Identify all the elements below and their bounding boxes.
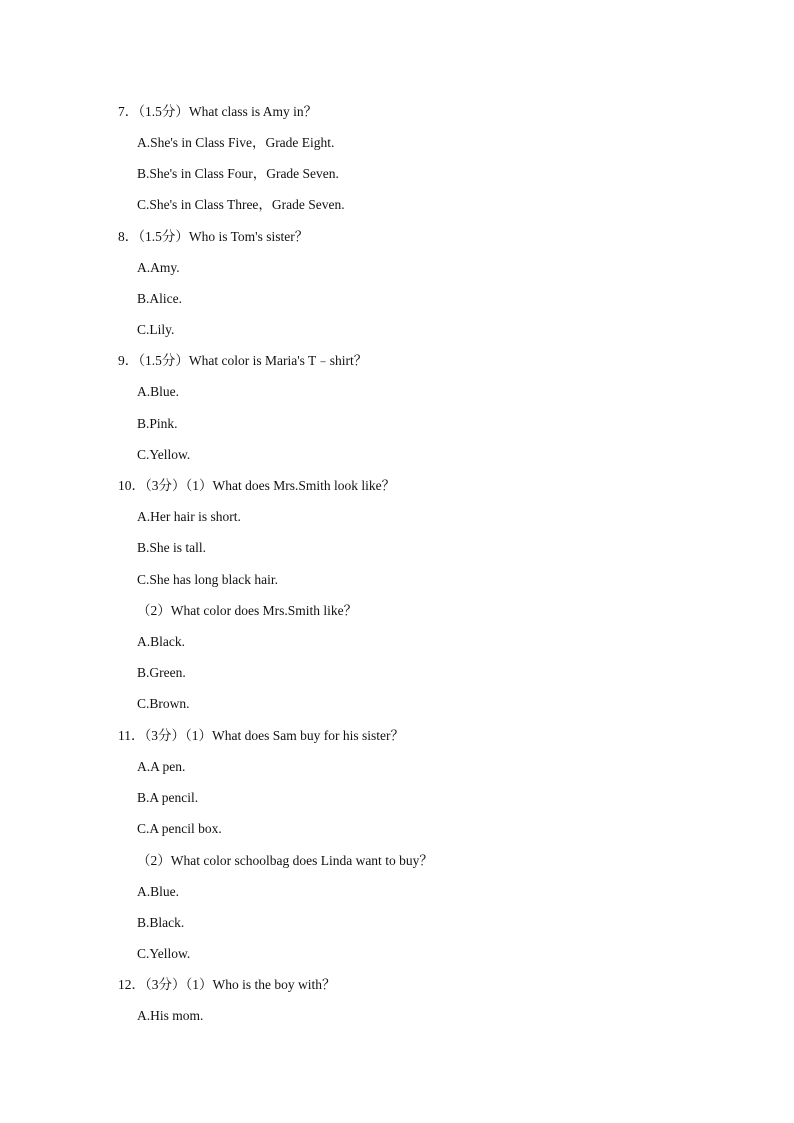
question-9 [118,352,367,370]
sub-question-label: （1） [185,728,212,743]
option-7b: B.She's in Class Four，Grade Seven. [137,166,339,181]
option-8b: B.Alice. [137,291,182,306]
option-11-1a: A.A pen. [137,759,186,774]
question-text: What color is Maria's T﹣shirt？ [188,353,368,368]
option-10-1a: A.Her hair is short. [137,509,241,524]
question-text: Who is Tom's sister？ [188,229,309,244]
question-7 [118,103,317,121]
question-points: （1.5分） [138,353,189,368]
sub-question-label: （2） [137,853,171,868]
question-number: 8． [118,229,139,244]
option-11-1b: B.A pencil. [137,790,199,805]
question-number: 11． [118,728,145,743]
option-7a: A.She's in Class Five，Grade Eight. [137,135,335,150]
option-11-2b: B.Black. [137,915,185,930]
question-number: 12． [118,977,145,992]
question-text: What does Mrs.Smith look like？ [212,478,396,493]
question-text: What color schoolbag does Linda want to buy？ [170,853,433,868]
option-8a: A.Amy. [137,260,180,275]
question-10 [118,477,395,495]
sub-question-label: （2） [137,603,171,618]
option-10-1b: B.She is tall. [137,540,207,555]
option-9a: A.Blue. [137,384,179,399]
question-points: （3分） [145,977,186,992]
question-text: What color does Mrs.Smith like？ [170,603,358,618]
option-10-2a: A.Black. [137,634,185,649]
sub-question-11-2 [137,852,433,870]
question-text: What does Sam buy for his sister？ [212,728,404,743]
question-points: （3分） [144,728,185,743]
question-number: 10． [118,478,145,493]
option-11-2a: A.Blue. [137,884,179,899]
question-11 [118,727,404,745]
option-12-1a: A.His mom. [137,1008,204,1023]
option-10-2c: C.Brown. [137,696,190,711]
option-10-1c: C.She has long black hair. [137,572,278,587]
sub-question-label: （1） [185,977,213,992]
question-points: （3分） [145,478,186,493]
option-11-2c: C.Yellow. [137,946,191,961]
sub-question-label: （1） [185,478,213,493]
question-points: （1.5分） [138,104,189,119]
question-text: What class is Amy in？ [188,104,318,119]
option-11-1c: C.A pencil box. [137,821,222,836]
option-10-2b: B.Green. [137,665,186,680]
question-number: 9． [118,353,139,368]
option-8c: C.Lily. [137,322,175,337]
question-8 [118,228,308,246]
question-points: （1.5分） [138,229,189,244]
sub-question-10-2 [137,602,357,620]
question-text: Who is the boy with？ [212,977,336,992]
question-12 [118,976,336,994]
question-number: 7． [118,104,139,119]
option-9b: B.Pink. [137,416,178,431]
option-7c: C.She's in Class Three，Grade Seven. [137,197,345,212]
option-9c: C.Yellow. [137,447,191,462]
